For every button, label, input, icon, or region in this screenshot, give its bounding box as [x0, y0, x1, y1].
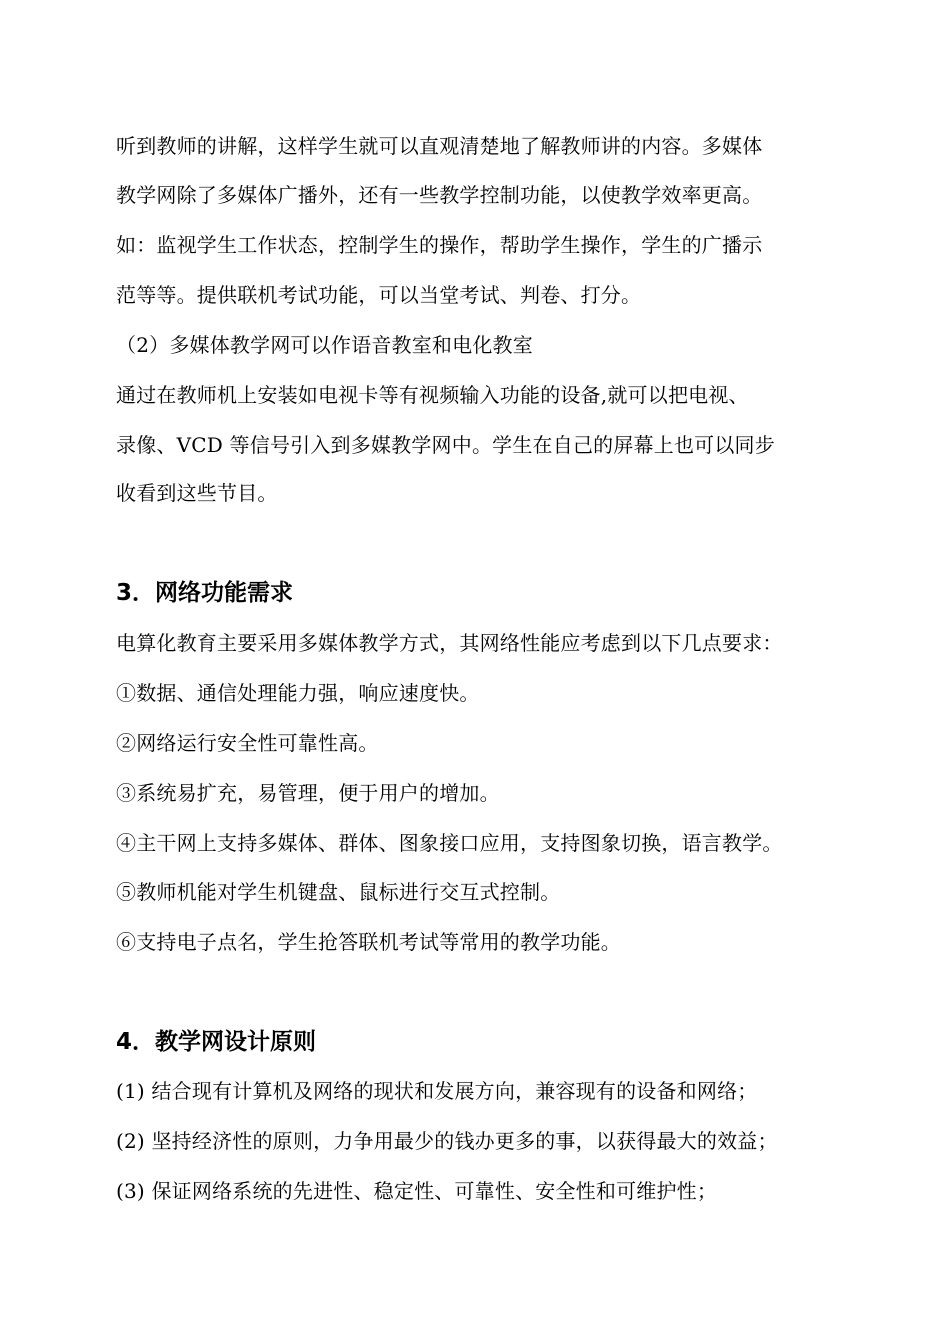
section-heading: 3．网络功能需求 — [116, 580, 294, 606]
paragraph-line: 录像、VCD 等信号引入到多媒教学网中。学生在自己的屏幕上也可以同步 — [116, 433, 775, 457]
section-heading: 4．教学网设计原则 — [116, 1029, 317, 1055]
paragraph-line: 如：监视学生工作状态，控制学生的操作，帮助学生操作，学生的广播示 — [116, 233, 763, 257]
list-item: ⑤教师机能对学生机键盘、鼠标进行交互式控制。 — [116, 880, 561, 904]
list-item: ④主干网上支持多媒体、群体、图象接口应用，支持图象切换，语言教学。 — [116, 831, 783, 855]
subsection-title: （2）多媒体教学网可以作语音教室和电化教室 — [116, 333, 533, 357]
list-item: (2) 坚持经济性的原则，力争用最少的钱办更多的事，以获得最大的效益； — [116, 1129, 778, 1153]
list-item: ③系统易扩充，易管理，便于用户的增加。 — [116, 781, 500, 805]
list-item: ②网络运行安全性可靠性高。 — [116, 731, 379, 755]
list-item: (1) 结合现有计算机及网络的现状和发展方向，兼容现有的设备和网络； — [116, 1079, 758, 1103]
list-item: ⑥支持电子点名，学生抢答联机考试等常用的教学功能。 — [116, 930, 621, 954]
paragraph-line: 电算化教育主要采用多媒体教学方式，其网络性能应考虑到以下几点要求： — [116, 631, 783, 655]
paragraph-line: 范等等。提供联机考试功能，可以当堂考试、判卷、打分。 — [116, 283, 642, 307]
paragraph-line: 收看到这些节目。 — [116, 481, 278, 505]
list-item: ①数据、通信处理能力强，响应速度快。 — [116, 681, 480, 705]
paragraph-line: 听到教师的讲解，这样学生就可以直观清楚地了解教师讲的内容。多媒体 — [116, 134, 763, 158]
paragraph-line: 通过在教师机上安装如电视卡等有视频输入功能的设备,就可以把电视、 — [116, 383, 749, 407]
paragraph-line: 教学网除了多媒体广播外，还有一些教学控制功能，以使教学效率更高。 — [116, 183, 763, 207]
list-item: (3) 保证网络系统的先进性、稳定性、可靠性、安全性和可维护性； — [116, 1179, 718, 1203]
